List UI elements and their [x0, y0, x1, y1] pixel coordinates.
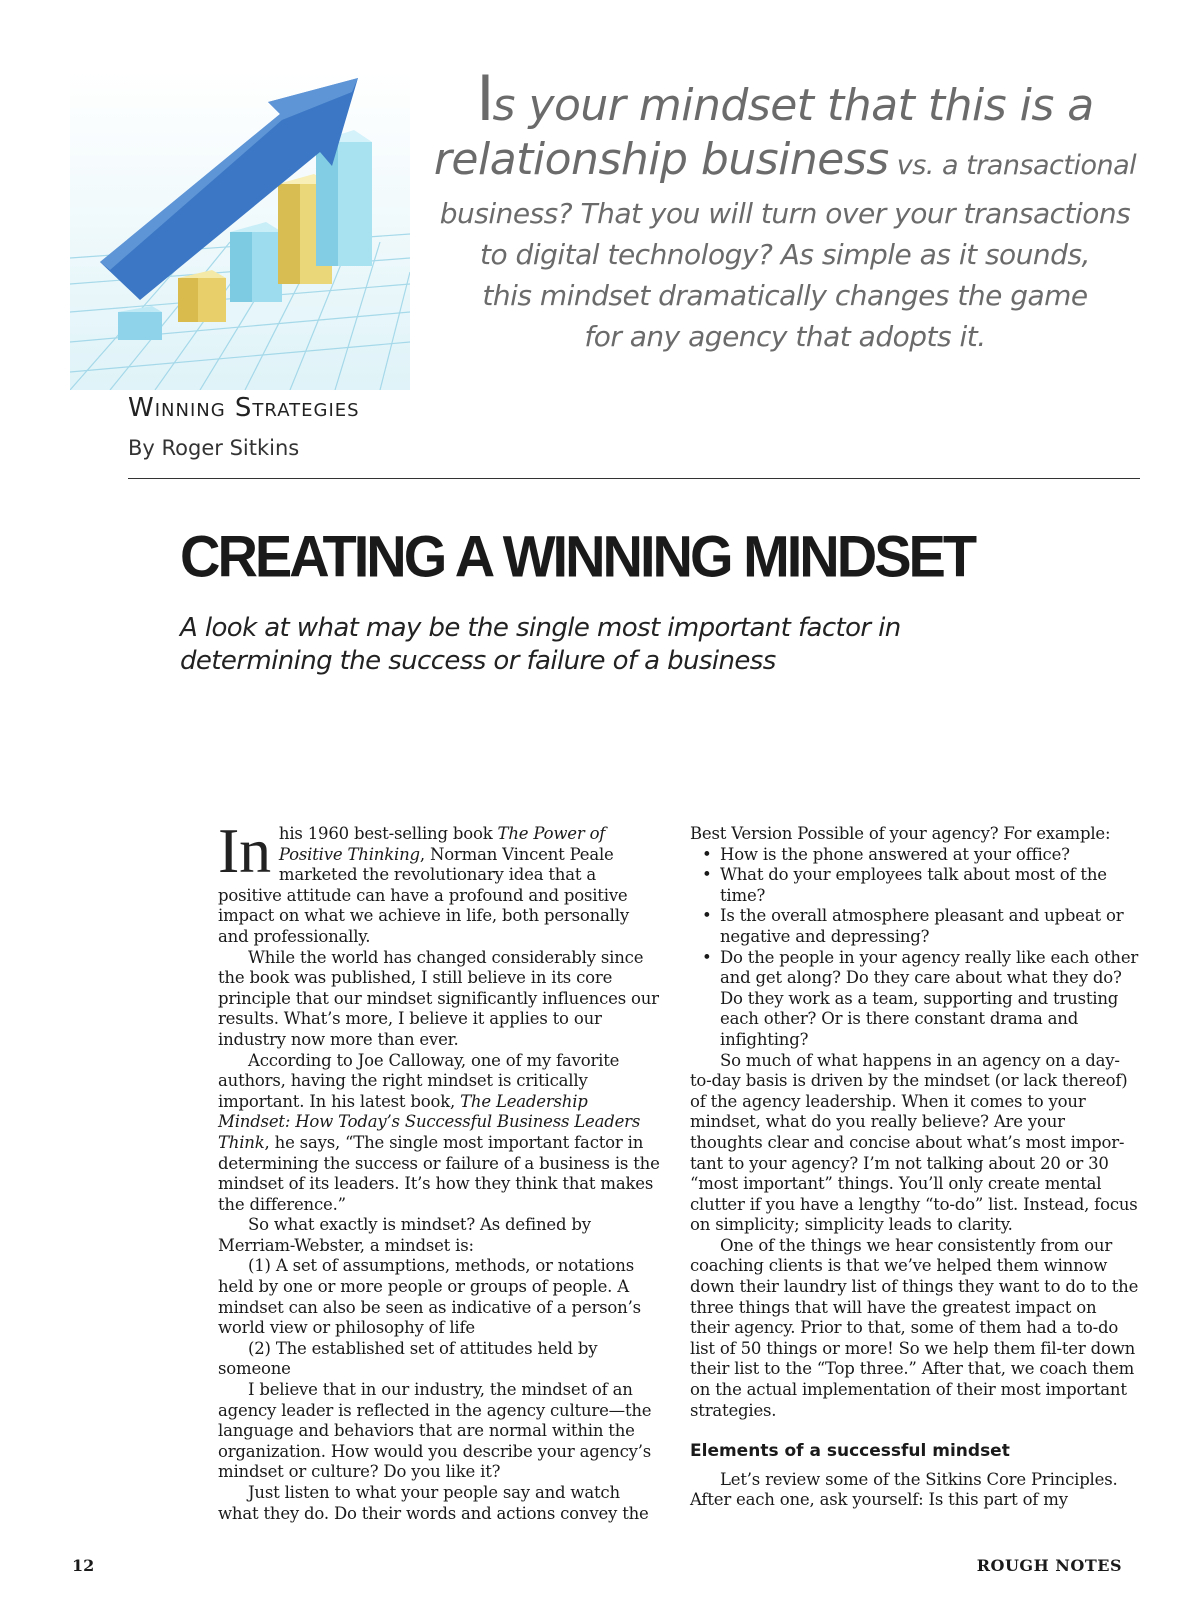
list-item: • Do the people in your agency really like each other and get along? Do they care about what they do? Do they work as a team, supporting and trusting each other? Or is there constant drama and infighting? [700, 948, 1140, 1051]
byline: By Roger Sitkins [128, 436, 300, 460]
paragraph-1 [218, 815, 662, 948]
pull-quote-line-2 [430, 133, 1140, 193]
paragraph-3-text-a: According to Joe Calloway, one of my favorite authors, having the right mindset is critically important. In his latest book, [218, 1050, 620, 1111]
paragraph-continued: Best Version Possible of your agency? For example: [690, 824, 1111, 843]
pull-quote-line-2-tail: vs. a transactional [888, 150, 1137, 181]
definition-2: (2) The established set of attitudes held by someone [218, 1338, 598, 1379]
pull-quote [430, 62, 1140, 357]
paragraph-3 [218, 1051, 662, 1216]
paragraph-1-text-b: , Norman Vincent Peale marketed the revolutionary idea that a positive attitude can have a profound and positive impact on what we achieve in life, both personally and professionally. [218, 844, 629, 946]
column-name: Winning Strategies [128, 393, 360, 423]
article-headline: CREATING A WINNING MINDSET [180, 523, 975, 590]
book-title-leadership-mindset: The Leadership Mindset: How Today’s Successful Business Leaders Think [218, 1091, 641, 1152]
pull-quote-line-3: business? That you will turn over your transactions [439, 197, 1131, 230]
paragraph-8: Just listen to what your people say and watch what they do. Do their words and actions convey the [218, 1483, 649, 1523]
list-item: • How is the phone answered at your office? [700, 845, 1140, 866]
pull-quote-emphasis: relationship business [433, 134, 889, 185]
list-item: • Is the overall atmosphere pleasant and upbeat or negative and depressing? [700, 906, 1140, 947]
paragraph-core-principles: Let’s review some of the Sitkins Core Principles. After each one, ask yourself: Is this part of my [690, 1469, 1118, 1510]
paragraph-mindset-leadership: So much of what happens in an agency on a day-to-day basis is driven by the mindset (or lack thereof) of the agency leadership. When it comes to your mindset, what do you really believe? Are your thoughts clear and concise about what’s most impor-tant to your agency? I’m not talking about 20 or 30 “most important” things. You’ll only create mental clutter if you have a lengthy “to-do” list. Instead, focus on simplicity; simplicity leads to clarity. [690, 1050, 1138, 1235]
paragraph-2: While the world has changed considerably since the book was published, I still believe in its core principle that our mindset significantly influences our results. What’s more, I believe it applies to our industry now more than ever. [218, 947, 659, 1049]
book-title-power-of-positive-thinking: The Power of Positive Thinking [278, 824, 606, 864]
pull-quote-line-5: this mindset dramatically changes the game [482, 279, 1088, 312]
paragraph-1-text-a: his 1960 best-selling book [278, 824, 498, 843]
page-number: 12 [72, 1556, 95, 1575]
definition-1: (1) A set of assumptions, methods, or notations held by one or more people or groups of people. A mindset can also be seen as indicative of a person’s world view or philosophy of life [218, 1256, 641, 1338]
paragraph-3-text-b: , he says, “The single most important factor in determining the success or failure of a business is the mindset of its leaders. It’s how they think that makes the difference.” [218, 1132, 660, 1214]
rising-bar-chart-with-arrow-icon [70, 72, 410, 390]
pull-quote-initial: I [476, 62, 493, 135]
pull-quote-line-1 [430, 62, 1140, 135]
header-divider [128, 478, 1140, 479]
list-item: • What do your employees talk about most of the time? [700, 865, 1140, 906]
paragraph-coaching-clients: One of the things we hear consistently from our coaching clients is that we’ve helped them winnow down their laundry list of things they want to do to the three things that will have the greatest impact on their agency. Prior to that, some of them had a to-do list of 50 things or more! So we help them fil-ter down their list to the “Top three.” After that, we coach them on the actual implementation of their most important strategies. [690, 1235, 1139, 1420]
pull-quote-line-6: for any agency that adopts it. [584, 320, 986, 353]
article-column-left [218, 815, 662, 1524]
publication-name: ROUGH NOTES [976, 1556, 1122, 1575]
example-questions-list [700, 845, 1140, 1051]
article-deck: A look at what may be the single most important factor in determining the success or failure of a business [180, 613, 901, 676]
pull-quote-line-4: to digital technology? As simple as it sounds, [480, 238, 1090, 271]
section-subhead: Elements of a successful mindset [690, 1441, 1010, 1462]
article-column-right [690, 824, 1140, 1511]
paragraph-7: I believe that in our industry, the mindset of an agency leader is reflected in the agency culture—the language and behaviors that are normal within the organization. How would you describe your agency’s mindset or culture? Do you like it? [218, 1380, 652, 1482]
pull-quote-line-1-text: s your mindset that this is a [492, 80, 1094, 131]
drop-cap: In [218, 815, 271, 886]
paragraph-4: So what exactly is mindset? As defined by Merriam-Webster, a mindset is: [218, 1215, 591, 1255]
